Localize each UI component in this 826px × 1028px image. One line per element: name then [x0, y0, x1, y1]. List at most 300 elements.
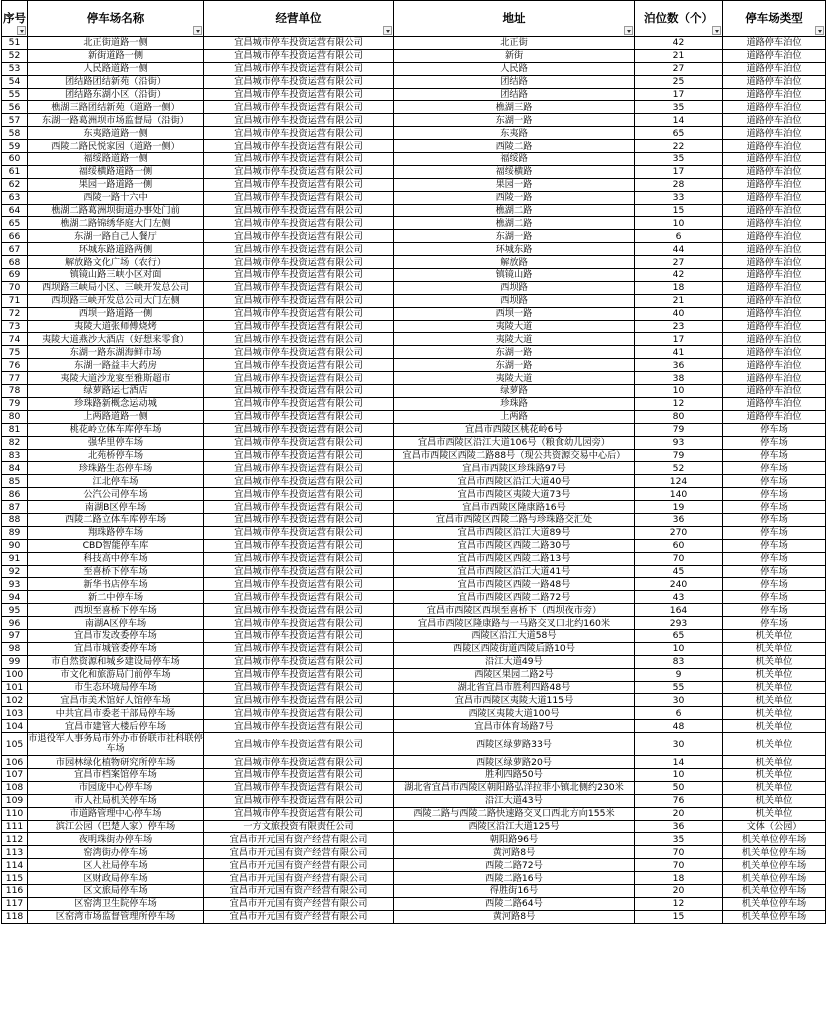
cell-type: 道路停车泊位 [723, 385, 826, 398]
cell-address: 镇镜山路 [394, 269, 635, 282]
cell-parking-name: 西陵一路十六中 [28, 191, 204, 204]
table-row [2, 513, 826, 526]
cell-address: 宜昌市体育场路7号 [394, 720, 635, 733]
cell-address: 东湖一路 [394, 346, 635, 359]
cell-parking-name: 果园一路道路一侧 [28, 178, 204, 191]
table-row [2, 617, 826, 630]
filter-dropdown-icon[interactable] [712, 26, 721, 35]
cell-operator: 宜昌城市停车投资运营有限公司 [204, 127, 394, 140]
cell-spaces: 65 [635, 629, 723, 642]
cell-index: 66 [2, 230, 28, 243]
table-row [2, 294, 826, 307]
cell-address: 北正街 [394, 37, 635, 50]
cell-operator: 宜昌市开元国有资产经营有限公司 [204, 910, 394, 923]
cell-parking-name: 至喜桥下停车场 [28, 565, 204, 578]
cell-spaces: 21 [635, 49, 723, 62]
cell-operator: 宜昌城市停车投资运营有限公司 [204, 372, 394, 385]
cell-index: 114 [2, 859, 28, 872]
cell-operator: 宜昌城市停车投资运营有限公司 [204, 768, 394, 781]
cell-spaces: 42 [635, 37, 723, 50]
cell-address: 西陵二路与西陵二路快速路交叉口西北方向155米 [394, 807, 635, 820]
cell-address: 果园一路 [394, 178, 635, 191]
cell-spaces: 20 [635, 885, 723, 898]
cell-spaces: 6 [635, 707, 723, 720]
cell-type: 停车场 [723, 617, 826, 630]
cell-address: 朝阳路96号 [394, 833, 635, 846]
cell-parking-name: 桃花岭立体车库停车场 [28, 423, 204, 436]
cell-address: 西陵区果园二路2号 [394, 668, 635, 681]
filter-dropdown-icon[interactable] [624, 26, 633, 35]
cell-index: 58 [2, 127, 28, 140]
cell-spaces: 48 [635, 720, 723, 733]
cell-spaces: 27 [635, 256, 723, 269]
cell-index: 92 [2, 565, 28, 578]
cell-spaces: 14 [635, 756, 723, 769]
cell-parking-name: 东夷路道路一侧 [28, 127, 204, 140]
cell-address: 西陵区绿萝路33号 [394, 733, 635, 756]
cell-parking-name: 珍珠路新概念运动城 [28, 397, 204, 410]
cell-address: 西陵区绿萝路20号 [394, 756, 635, 769]
cell-parking-name: 宜昌市档案馆停车场 [28, 768, 204, 781]
cell-type: 机关单位停车场 [723, 833, 826, 846]
cell-spaces: 80 [635, 410, 723, 423]
cell-type: 道路停车泊位 [723, 294, 826, 307]
cell-index: 85 [2, 475, 28, 488]
cell-spaces: 10 [635, 768, 723, 781]
cell-index: 72 [2, 307, 28, 320]
cell-type: 道路停车泊位 [723, 243, 826, 256]
table-row [2, 256, 826, 269]
cell-index: 64 [2, 204, 28, 217]
cell-parking-name: 解放路文化广场（农行） [28, 256, 204, 269]
cell-type: 道路停车泊位 [723, 397, 826, 410]
table-row [2, 307, 826, 320]
header-label: 停车场类型 [745, 11, 803, 25]
cell-type: 机关单位 [723, 794, 826, 807]
cell-parking-name: 环城东路道路两侧 [28, 243, 204, 256]
cell-operator: 宜昌城市停车投资运营有限公司 [204, 256, 394, 269]
cell-operator: 宜昌城市停车投资运营有限公司 [204, 114, 394, 127]
cell-type: 道路停车泊位 [723, 307, 826, 320]
cell-parking-name: 滨江公园（巴楚人家）停车场 [28, 820, 204, 833]
cell-type: 机关单位 [723, 707, 826, 720]
cell-operator: 宜昌城市停车投资运营有限公司 [204, 62, 394, 75]
cell-address: 沿江大道43号 [394, 794, 635, 807]
cell-index: 73 [2, 320, 28, 333]
cell-type: 道路停车泊位 [723, 217, 826, 230]
table-row [2, 526, 826, 539]
cell-address: 西陵二路64号 [394, 897, 635, 910]
cell-index: 60 [2, 153, 28, 166]
cell-spaces: 35 [635, 833, 723, 846]
cell-spaces: 76 [635, 794, 723, 807]
cell-parking-name: 科技高中停车场 [28, 552, 204, 565]
cell-operator: 一方文旅投资有限责任公司 [204, 820, 394, 833]
cell-type: 机关单位停车场 [723, 872, 826, 885]
cell-operator: 宜昌城市停车投资运营有限公司 [204, 681, 394, 694]
cell-index: 107 [2, 768, 28, 781]
cell-spaces: 10 [635, 642, 723, 655]
cell-address: 上两路 [394, 410, 635, 423]
cell-type: 机关单位 [723, 694, 826, 707]
cell-type: 道路停车泊位 [723, 410, 826, 423]
cell-operator: 宜昌城市停车投资运营有限公司 [204, 423, 394, 436]
header-label: 泊位数（个） [644, 11, 713, 25]
cell-spaces: 93 [635, 436, 723, 449]
cell-spaces: 27 [635, 62, 723, 75]
cell-type: 道路停车泊位 [723, 359, 826, 372]
cell-index: 65 [2, 217, 28, 230]
table-row [2, 359, 826, 372]
table-row [2, 269, 826, 282]
cell-operator: 宜昌城市停车投资运营有限公司 [204, 49, 394, 62]
cell-operator: 宜昌市开元国有资产经营有限公司 [204, 859, 394, 872]
table-row [2, 475, 826, 488]
cell-operator: 宜昌城市停车投资运营有限公司 [204, 694, 394, 707]
cell-address: 樵湖三路 [394, 101, 635, 114]
cell-operator: 宜昌城市停车投资运营有限公司 [204, 269, 394, 282]
cell-operator: 宜昌城市停车投资运营有限公司 [204, 333, 394, 346]
cell-address: 解放路 [394, 256, 635, 269]
cell-address: 胜利四路50号 [394, 768, 635, 781]
cell-parking-name: 市园庞中心停车场 [28, 781, 204, 794]
cell-index: 93 [2, 578, 28, 591]
cell-parking-name: 西坝至喜桥下停车场 [28, 604, 204, 617]
cell-address: 宜昌市西陵区沿江大道41号 [394, 565, 635, 578]
cell-operator: 宜昌城市停车投资运营有限公司 [204, 449, 394, 462]
table-row [2, 217, 826, 230]
cell-index: 63 [2, 191, 28, 204]
cell-index: 61 [2, 165, 28, 178]
cell-operator: 宜昌城市停车投资运营有限公司 [204, 178, 394, 191]
cell-address: 东湖一路 [394, 114, 635, 127]
cell-spaces: 12 [635, 897, 723, 910]
cell-index: 57 [2, 114, 28, 127]
cell-address: 西坝一路 [394, 307, 635, 320]
cell-spaces: 18 [635, 872, 723, 885]
table-row [2, 37, 826, 50]
cell-address: 宜昌市西陵区隆康路与一马路交叉口北约160米 [394, 617, 635, 630]
cell-spaces: 23 [635, 320, 723, 333]
cell-operator: 宜昌城市停车投资运营有限公司 [204, 140, 394, 153]
filter-dropdown-icon[interactable] [17, 26, 26, 35]
cell-parking-name: 西坝一路道路一侧 [28, 307, 204, 320]
cell-index: 105 [2, 733, 28, 756]
cell-address: 东夷路 [394, 127, 635, 140]
cell-parking-name: 宜昌市建管大楼后停车场 [28, 720, 204, 733]
table-row [2, 629, 826, 642]
cell-type: 道路停车泊位 [723, 269, 826, 282]
table-row [2, 153, 826, 166]
cell-operator: 宜昌城市停车投资运营有限公司 [204, 165, 394, 178]
cell-parking-name: 市园林绿化植物研究所停车场 [28, 756, 204, 769]
cell-address: 宜昌市西陵区西陵二路与珍珠路交汇处 [394, 513, 635, 526]
table-row [2, 88, 826, 101]
cell-parking-name: 江北停车场 [28, 475, 204, 488]
cell-operator: 宜昌城市停车投资运营有限公司 [204, 88, 394, 101]
cell-operator: 宜昌城市停车投资运营有限公司 [204, 526, 394, 539]
cell-parking-name: 珍珠路生态停车场 [28, 462, 204, 475]
cell-type: 机关单位 [723, 720, 826, 733]
cell-address: 宜昌市西陵区夷陵大道73号 [394, 488, 635, 501]
cell-index: 95 [2, 604, 28, 617]
cell-spaces: 36 [635, 359, 723, 372]
cell-index: 103 [2, 707, 28, 720]
cell-type: 停车场 [723, 578, 826, 591]
table-row [2, 423, 826, 436]
cell-type: 机关单位 [723, 756, 826, 769]
table-row [2, 768, 826, 781]
cell-index: 91 [2, 552, 28, 565]
table-row [2, 794, 826, 807]
header-cell-name [28, 1, 204, 37]
cell-spaces: 65 [635, 127, 723, 140]
cell-type: 道路停车泊位 [723, 153, 826, 166]
cell-index: 108 [2, 781, 28, 794]
cell-type: 道路停车泊位 [723, 49, 826, 62]
cell-type: 道路停车泊位 [723, 256, 826, 269]
cell-operator: 宜昌城市停车投资运营有限公司 [204, 617, 394, 630]
cell-parking-name: 夷陵大道燕沙大酒店（好想来零食） [28, 333, 204, 346]
cell-spaces: 79 [635, 449, 723, 462]
cell-type: 停车场 [723, 449, 826, 462]
header-cell-operator [204, 1, 394, 37]
cell-spaces: 6 [635, 230, 723, 243]
cell-spaces: 21 [635, 294, 723, 307]
cell-parking-name: 福绥横路道路一侧 [28, 165, 204, 178]
cell-type: 停车场 [723, 501, 826, 514]
cell-type: 道路停车泊位 [723, 114, 826, 127]
cell-parking-name: 西陵二路立体车库停车场 [28, 513, 204, 526]
table-row [2, 346, 826, 359]
cell-operator: 宜昌城市停车投资运营有限公司 [204, 513, 394, 526]
cell-spaces: 270 [635, 526, 723, 539]
cell-operator: 宜昌市开元国有资产经营有限公司 [204, 885, 394, 898]
table-row [2, 165, 826, 178]
cell-address: 夷陵大道 [394, 320, 635, 333]
cell-spaces: 17 [635, 333, 723, 346]
cell-parking-name: 东湖一路葛洲坝市场监督局（沿街） [28, 114, 204, 127]
cell-type: 道路停车泊位 [723, 37, 826, 50]
cell-index: 83 [2, 449, 28, 462]
cell-spaces: 17 [635, 88, 723, 101]
table-row [2, 668, 826, 681]
cell-type: 道路停车泊位 [723, 320, 826, 333]
cell-index: 111 [2, 820, 28, 833]
cell-type: 道路停车泊位 [723, 140, 826, 153]
cell-operator: 宜昌城市停车投资运营有限公司 [204, 475, 394, 488]
cell-parking-name: 区人社局停车场 [28, 859, 204, 872]
cell-index: 106 [2, 756, 28, 769]
table-row [2, 462, 826, 475]
cell-type: 道路停车泊位 [723, 372, 826, 385]
cell-address: 西陵二路16号 [394, 872, 635, 885]
table-row [2, 436, 826, 449]
cell-index: 112 [2, 833, 28, 846]
table-row [2, 385, 826, 398]
cell-spaces: 10 [635, 217, 723, 230]
header-label: 停车场名称 [86, 11, 145, 25]
cell-address: 西陵区沿江大道58号 [394, 629, 635, 642]
cell-parking-name: 西坝路三峡局小区、三峡开发总公司 [28, 281, 204, 294]
cell-operator: 宜昌城市停车投资运营有限公司 [204, 668, 394, 681]
table-row [2, 859, 826, 872]
table-row [2, 820, 826, 833]
table-row [2, 230, 826, 243]
cell-parking-name: 新二中停车场 [28, 591, 204, 604]
cell-address: 宜昌市西陵区隆康路16号 [394, 501, 635, 514]
cell-operator: 宜昌城市停车投资运营有限公司 [204, 604, 394, 617]
table-row [2, 833, 826, 846]
table-row [2, 320, 826, 333]
cell-parking-name: 上两路道路一侧 [28, 410, 204, 423]
table-row [2, 694, 826, 707]
cell-index: 84 [2, 462, 28, 475]
cell-index: 52 [2, 49, 28, 62]
cell-spaces: 33 [635, 191, 723, 204]
cell-type: 机关单位 [723, 629, 826, 642]
cell-index: 62 [2, 178, 28, 191]
cell-index: 101 [2, 681, 28, 694]
cell-address: 樵湖二路 [394, 217, 635, 230]
cell-address: 宜昌市西陵区西陵二路13号 [394, 552, 635, 565]
table-row [2, 720, 826, 733]
cell-spaces: 15 [635, 204, 723, 217]
table-row [2, 910, 826, 923]
cell-type: 停车场 [723, 604, 826, 617]
cell-address: 珍珠路 [394, 397, 635, 410]
cell-operator: 宜昌城市停车投资运营有限公司 [204, 794, 394, 807]
cell-index: 113 [2, 846, 28, 859]
cell-operator: 宜昌城市停车投资运营有限公司 [204, 629, 394, 642]
table-row [2, 372, 826, 385]
cell-operator: 宜昌城市停车投资运营有限公司 [204, 191, 394, 204]
header-cell-index [2, 1, 28, 37]
cell-spaces: 52 [635, 462, 723, 475]
cell-index: 86 [2, 488, 28, 501]
cell-address: 宜昌市西陵区珍珠路97号 [394, 462, 635, 475]
cell-type: 机关单位停车场 [723, 859, 826, 872]
cell-type: 道路停车泊位 [723, 281, 826, 294]
cell-spaces: 41 [635, 346, 723, 359]
cell-operator: 宜昌城市停车投资运营有限公司 [204, 642, 394, 655]
cell-type: 机关单位 [723, 781, 826, 794]
cell-parking-name: 夜明珠街办停车场 [28, 833, 204, 846]
cell-parking-name: 东湖一路益丰大药房 [28, 359, 204, 372]
cell-address: 得胜街16号 [394, 885, 635, 898]
cell-parking-name: 东湖一路东湖海鲜市场 [28, 346, 204, 359]
cell-operator: 宜昌市开元国有资产经营有限公司 [204, 872, 394, 885]
cell-address: 西陵区夷陵大道100号 [394, 707, 635, 720]
cell-address: 湖北省宜昌市胜利四路48号 [394, 681, 635, 694]
cell-index: 56 [2, 101, 28, 114]
cell-spaces: 28 [635, 178, 723, 191]
cell-operator: 宜昌市开元国有资产经营有限公司 [204, 897, 394, 910]
cell-index: 76 [2, 359, 28, 372]
cell-parking-name: 团结路团结新苑（沿街） [28, 75, 204, 88]
cell-operator: 宜昌城市停车投资运营有限公司 [204, 578, 394, 591]
cell-address: 绿萝路 [394, 385, 635, 398]
cell-spaces: 124 [635, 475, 723, 488]
cell-operator: 宜昌城市停车投资运营有限公司 [204, 153, 394, 166]
cell-spaces: 17 [635, 165, 723, 178]
cell-spaces: 35 [635, 101, 723, 114]
cell-spaces: 42 [635, 269, 723, 282]
cell-type: 停车场 [723, 423, 826, 436]
cell-parking-name: 北苑桥停车场 [28, 449, 204, 462]
cell-spaces: 44 [635, 243, 723, 256]
cell-parking-name: 新街道路一侧 [28, 49, 204, 62]
cell-type: 停车场 [723, 462, 826, 475]
cell-index: 69 [2, 269, 28, 282]
cell-index: 75 [2, 346, 28, 359]
cell-type: 机关单位 [723, 655, 826, 668]
cell-index: 74 [2, 333, 28, 346]
cell-index: 102 [2, 694, 28, 707]
cell-index: 118 [2, 910, 28, 923]
cell-type: 机关单位 [723, 807, 826, 820]
cell-spaces: 10 [635, 385, 723, 398]
cell-parking-name: 市道路管理中心停车场 [28, 807, 204, 820]
cell-address: 夷陵大道 [394, 372, 635, 385]
cell-address: 西陵二路72号 [394, 859, 635, 872]
filter-dropdown-icon[interactable] [193, 26, 202, 35]
cell-index: 110 [2, 807, 28, 820]
cell-spaces: 36 [635, 820, 723, 833]
cell-spaces: 83 [635, 655, 723, 668]
cell-type: 道路停车泊位 [723, 101, 826, 114]
cell-spaces: 15 [635, 910, 723, 923]
cell-operator: 宜昌城市停车投资运营有限公司 [204, 591, 394, 604]
cell-operator: 宜昌城市停车投资运营有限公司 [204, 552, 394, 565]
table-row [2, 756, 826, 769]
table-row [2, 642, 826, 655]
cell-parking-name: 西陵二路民悦家园（道路一侧） [28, 140, 204, 153]
cell-index: 77 [2, 372, 28, 385]
cell-operator: 宜昌城市停车投资运营有限公司 [204, 501, 394, 514]
table-row [2, 655, 826, 668]
table-row [2, 410, 826, 423]
cell-operator: 宜昌城市停车投资运营有限公司 [204, 655, 394, 668]
cell-type: 道路停车泊位 [723, 191, 826, 204]
cell-operator: 宜昌城市停车投资运营有限公司 [204, 733, 394, 756]
cell-operator: 宜昌城市停车投资运营有限公司 [204, 565, 394, 578]
cell-type: 停车场 [723, 552, 826, 565]
header-label: 序号 [3, 11, 26, 25]
cell-type: 停车场 [723, 475, 826, 488]
filter-dropdown-icon[interactable] [383, 26, 392, 35]
filter-dropdown-icon[interactable] [815, 26, 824, 35]
cell-operator: 宜昌城市停车投资运营有限公司 [204, 436, 394, 449]
cell-operator: 宜昌城市停车投资运营有限公司 [204, 397, 394, 410]
cell-address: 宜昌市西陵区夷陵大道115号 [394, 694, 635, 707]
cell-spaces: 79 [635, 423, 723, 436]
cell-parking-name: 樵湖三路团结新苑（道路一侧） [28, 101, 204, 114]
cell-address: 西陵区西陵街道西陵后路10号 [394, 642, 635, 655]
table-row [2, 604, 826, 617]
cell-index: 100 [2, 668, 28, 681]
cell-parking-name: 市生态环境局停车场 [28, 681, 204, 694]
cell-parking-name: 镇镜山路三峡小区对面 [28, 269, 204, 282]
cell-type: 机关单位 [723, 668, 826, 681]
cell-spaces: 22 [635, 140, 723, 153]
table-body [2, 37, 826, 924]
header-row [2, 1, 826, 37]
cell-address: 环城东路 [394, 243, 635, 256]
table-row [2, 333, 826, 346]
cell-address: 湖北省宜昌市西陵区朝阳路弘洋拉菲小镇北侧约230米 [394, 781, 635, 794]
cell-parking-name: 公汽公司停车场 [28, 488, 204, 501]
